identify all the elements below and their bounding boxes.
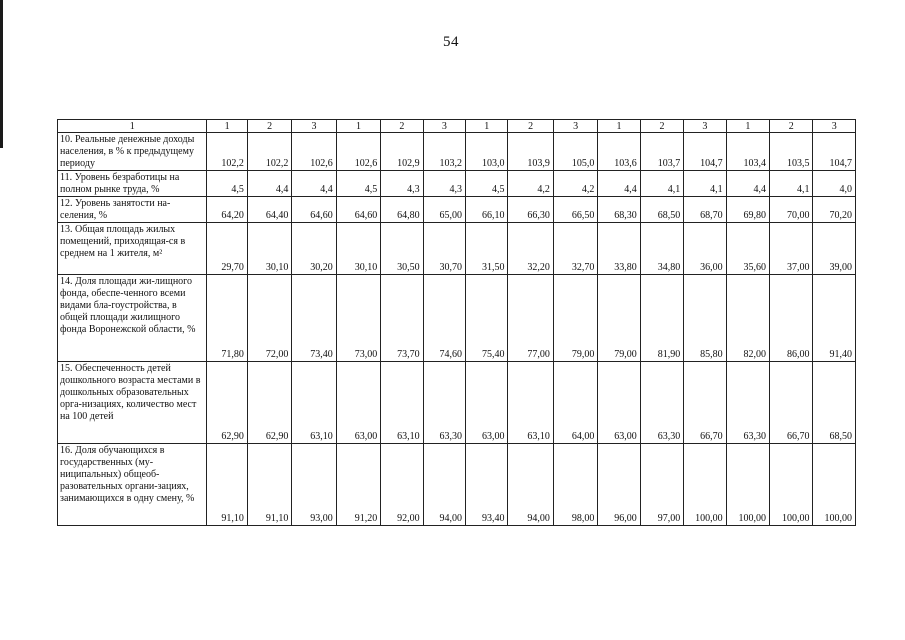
value-cell: 91,10 <box>247 444 291 526</box>
value-cell: 64,40 <box>247 197 291 223</box>
value-cell: 103,2 <box>423 133 465 171</box>
header-cell: 1 <box>598 120 640 133</box>
table-row <box>58 275 856 362</box>
value-cell: 4,4 <box>598 171 640 197</box>
value-cell: 82,00 <box>726 275 769 362</box>
value-cell: 36,00 <box>684 223 726 275</box>
value-cell: 30,10 <box>336 223 380 275</box>
value-cell: 103,9 <box>508 133 553 171</box>
indicators-table <box>57 119 856 526</box>
value-cell: 68,70 <box>684 197 726 223</box>
value-cell: 102,6 <box>336 133 380 171</box>
value-cell: 4,3 <box>381 171 423 197</box>
header-cell: 3 <box>684 120 726 133</box>
value-cell: 103,4 <box>726 133 769 171</box>
table-row <box>58 444 856 526</box>
row-label: 14. Доля площади жи-лищного фонда, обеспе-ченного всеми видами бла-гоустройства, в общей площади жилищного фонда Воронежской области, % <box>58 275 207 362</box>
row-label: 13. Общая площадь жилых помещений, приходящая-ся в среднем на 1 жителя, м² <box>58 223 207 275</box>
header-cell: 1 <box>58 120 207 133</box>
value-cell: 85,80 <box>684 275 726 362</box>
value-cell: 93,00 <box>292 444 336 526</box>
header-cell: 1 <box>466 120 508 133</box>
value-cell: 63,10 <box>292 362 336 444</box>
header-cell: 2 <box>381 120 423 133</box>
value-cell: 73,70 <box>381 275 423 362</box>
value-cell: 102,6 <box>292 133 336 171</box>
value-cell: 68,50 <box>813 362 856 444</box>
value-cell: 105,0 <box>553 133 597 171</box>
value-cell: 4,4 <box>292 171 336 197</box>
row-label: 16. Доля обучающихся в государственных (му-ниципальных) общеоб-разовательных органи-зациях, занимающихся в одну смену, % <box>58 444 207 526</box>
header-row <box>58 120 856 133</box>
value-cell: 64,80 <box>381 197 423 223</box>
row-label: 12. Уровень занятости на-селения, % <box>58 197 207 223</box>
value-cell: 79,00 <box>598 275 640 362</box>
table-row <box>58 197 856 223</box>
value-cell: 4,0 <box>813 171 856 197</box>
value-cell: 30,10 <box>247 223 291 275</box>
value-cell: 66,70 <box>684 362 726 444</box>
value-cell: 31,50 <box>466 223 508 275</box>
header-cell: 1 <box>336 120 380 133</box>
header-cell: 3 <box>813 120 856 133</box>
value-cell: 37,00 <box>770 223 813 275</box>
value-cell: 4,3 <box>423 171 465 197</box>
value-cell: 30,70 <box>423 223 465 275</box>
value-cell: 4,4 <box>726 171 769 197</box>
value-cell: 71,80 <box>207 275 247 362</box>
value-cell: 103,6 <box>598 133 640 171</box>
value-cell: 65,00 <box>423 197 465 223</box>
value-cell: 4,1 <box>770 171 813 197</box>
value-cell: 102,9 <box>381 133 423 171</box>
value-cell: 74,60 <box>423 275 465 362</box>
header-cell: 2 <box>508 120 553 133</box>
value-cell: 32,20 <box>508 223 553 275</box>
value-cell: 103,5 <box>770 133 813 171</box>
row-label: 10. Реальные денежные доходы населения, в % к предыдущему периоду <box>58 133 207 171</box>
value-cell: 64,60 <box>336 197 380 223</box>
value-cell: 102,2 <box>247 133 291 171</box>
header-cell: 2 <box>640 120 683 133</box>
table-row <box>58 133 856 171</box>
value-cell: 4,4 <box>247 171 291 197</box>
value-cell: 103,7 <box>640 133 683 171</box>
header-cell: 1 <box>207 120 247 133</box>
header-cell: 3 <box>553 120 597 133</box>
value-cell: 100,00 <box>684 444 726 526</box>
value-cell: 66,70 <box>770 362 813 444</box>
value-cell: 4,1 <box>684 171 726 197</box>
value-cell: 66,30 <box>508 197 553 223</box>
value-cell: 62,90 <box>247 362 291 444</box>
value-cell: 70,00 <box>770 197 813 223</box>
value-cell: 63,10 <box>508 362 553 444</box>
value-cell: 64,00 <box>553 362 597 444</box>
value-cell: 94,00 <box>508 444 553 526</box>
value-cell: 79,00 <box>553 275 597 362</box>
value-cell: 35,60 <box>726 223 769 275</box>
value-cell: 64,20 <box>207 197 247 223</box>
value-cell: 39,00 <box>813 223 856 275</box>
value-cell: 70,20 <box>813 197 856 223</box>
value-cell: 63,00 <box>598 362 640 444</box>
value-cell: 91,20 <box>336 444 380 526</box>
value-cell: 30,20 <box>292 223 336 275</box>
value-cell: 4,5 <box>336 171 380 197</box>
header-cell: 2 <box>770 120 813 133</box>
value-cell: 72,00 <box>247 275 291 362</box>
table-row <box>58 223 856 275</box>
value-cell: 66,50 <box>553 197 597 223</box>
value-cell: 68,30 <box>598 197 640 223</box>
value-cell: 100,00 <box>813 444 856 526</box>
table-row <box>58 362 856 444</box>
value-cell: 33,80 <box>598 223 640 275</box>
value-cell: 63,10 <box>381 362 423 444</box>
value-cell: 96,00 <box>598 444 640 526</box>
value-cell: 69,80 <box>726 197 769 223</box>
header-cell: 2 <box>247 120 291 133</box>
row-label: 11. Уровень безработицы на полном рынке труда, % <box>58 171 207 197</box>
value-cell: 29,70 <box>207 223 247 275</box>
row-label: 15. Обеспеченность детей дошкольного возраста местами в дошкольных образовательных орга-низациях, количество мест на 100 детей <box>58 362 207 444</box>
value-cell: 63,00 <box>336 362 380 444</box>
value-cell: 77,00 <box>508 275 553 362</box>
value-cell: 86,00 <box>770 275 813 362</box>
value-cell: 68,50 <box>640 197 683 223</box>
value-cell: 98,00 <box>553 444 597 526</box>
page-edge-mark <box>0 0 3 148</box>
value-cell: 4,1 <box>640 171 683 197</box>
value-cell: 81,90 <box>640 275 683 362</box>
value-cell: 93,40 <box>466 444 508 526</box>
value-cell: 94,00 <box>423 444 465 526</box>
value-cell: 75,40 <box>466 275 508 362</box>
header-cell: 3 <box>292 120 336 133</box>
value-cell: 63,30 <box>640 362 683 444</box>
value-cell: 100,00 <box>770 444 813 526</box>
value-cell: 102,2 <box>207 133 247 171</box>
value-cell: 66,10 <box>466 197 508 223</box>
value-cell: 34,80 <box>640 223 683 275</box>
value-cell: 91,40 <box>813 275 856 362</box>
value-cell: 63,30 <box>726 362 769 444</box>
value-cell: 73,00 <box>336 275 380 362</box>
header-cell: 1 <box>726 120 769 133</box>
page-number: 54 <box>443 34 459 50</box>
value-cell: 4,2 <box>553 171 597 197</box>
value-cell: 104,7 <box>684 133 726 171</box>
value-cell: 64,60 <box>292 197 336 223</box>
value-cell: 32,70 <box>553 223 597 275</box>
header-cell: 3 <box>423 120 465 133</box>
value-cell: 62,90 <box>207 362 247 444</box>
value-cell: 4,2 <box>508 171 553 197</box>
value-cell: 63,30 <box>423 362 465 444</box>
value-cell: 97,00 <box>640 444 683 526</box>
value-cell: 104,7 <box>813 133 856 171</box>
value-cell: 30,50 <box>381 223 423 275</box>
value-cell: 63,00 <box>466 362 508 444</box>
value-cell: 92,00 <box>381 444 423 526</box>
value-cell: 4,5 <box>466 171 508 197</box>
value-cell: 100,00 <box>726 444 769 526</box>
table-row <box>58 171 856 197</box>
value-cell: 73,40 <box>292 275 336 362</box>
value-cell: 103,0 <box>466 133 508 171</box>
value-cell: 4,5 <box>207 171 247 197</box>
value-cell: 91,10 <box>207 444 247 526</box>
